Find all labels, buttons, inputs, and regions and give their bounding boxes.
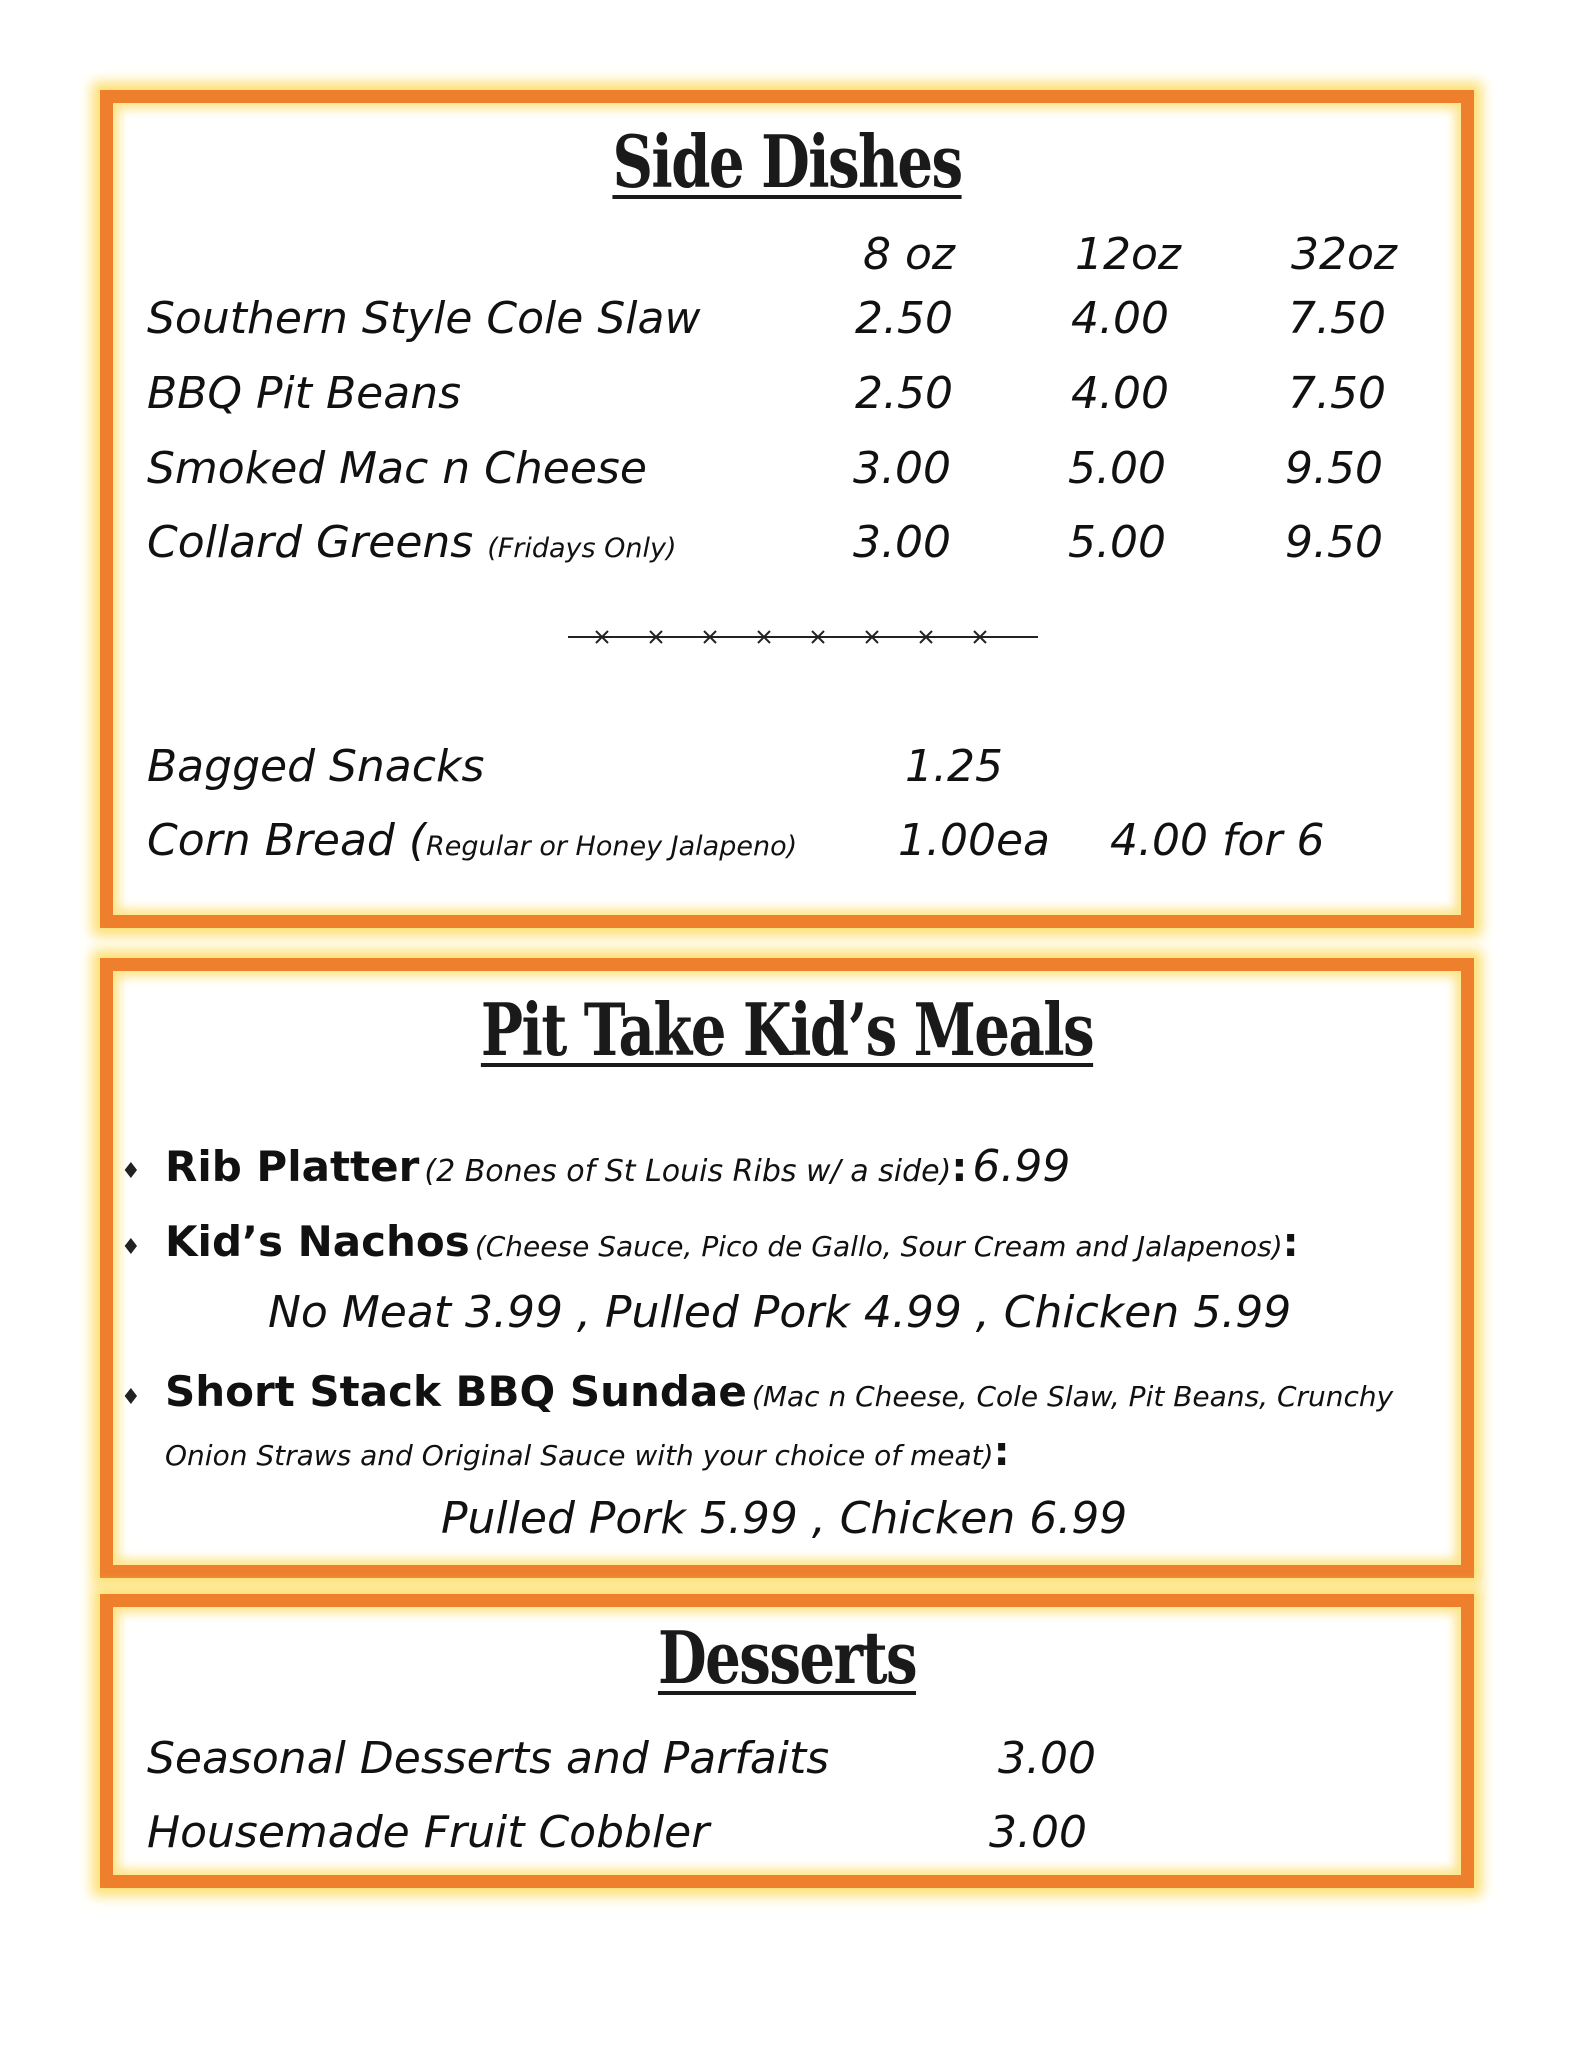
kids-meals-heading: Pit Take Kid’s Meals (480, 987, 1094, 1072)
side-item-price-12oz: 4.00 (1071, 368, 1169, 419)
side-item-name: BBQ Pit Beans (147, 368, 462, 419)
side-item-price-8oz: 2.50 (855, 293, 953, 344)
dessert-item-price: 3.00 (989, 1807, 1087, 1858)
kids-item-price: 6.99 (972, 1141, 1071, 1192)
kids-item-prices: No Meat 3.99 , Pulled Pork 4.99 , Chicken 5.99 (268, 1287, 1292, 1338)
dessert-item-name: Housemade Fruit Cobbler (147, 1807, 710, 1858)
dessert-item-name: Seasonal Desserts and Parfaits (147, 1733, 830, 1784)
side-item-price-32oz: 7.50 (1288, 293, 1386, 344)
size-header-12oz: 12oz (1075, 229, 1182, 280)
side-item-price-12oz: 5.00 (1068, 443, 1166, 494)
side-item-name-row (147, 517, 677, 568)
dessert-item-price: 3.00 (998, 1733, 1096, 1784)
corn-bread-price-each: 1.00ea (898, 815, 1051, 866)
side-item-price-12oz: 4.00 (1071, 293, 1169, 344)
side-item-price-32oz: 7.50 (1288, 368, 1386, 419)
side-item-name: Collard Greens (147, 517, 474, 568)
size-header-32oz: 32oz (1291, 229, 1398, 280)
kids-item-desc: (2 Bones of St Louis Ribs w/ a side) (424, 1154, 952, 1189)
kids-item-desc: (Mac n Cheese, Cole Slaw, Pit Beans, Crunchy (751, 1380, 1394, 1413)
kids-item-desc-line2: Onion Straws and Original Sauce with your choice of meat): (165, 1429, 1010, 1475)
kids-meals-panel (100, 958, 1474, 1578)
barbed-wire-divider (568, 627, 1038, 647)
side-item-name: Southern Style Cole Slaw (147, 293, 701, 344)
bullet-icon: ♦ (121, 1385, 141, 1410)
bagged-snacks-price: 1.25 (905, 741, 1003, 792)
kids-item-name: Rib Platter (165, 1142, 420, 1191)
kids-item-nachos: Kid’s Nachos (Cheese Sauce, Pico de Gallo, Sour Cream and Jalapenos): (165, 1217, 1299, 1266)
side-item-name: Smoked Mac n Cheese (147, 443, 647, 494)
corn-bread-note: Regular or Honey Jalapeno) (426, 831, 798, 862)
desserts-panel (100, 1594, 1474, 1888)
desserts-heading: Desserts (657, 1615, 917, 1700)
side-item-note: (Fridays Only) (487, 533, 677, 564)
side-item-price-8oz: 3.00 (853, 443, 951, 494)
side-dishes-heading: Side Dishes (612, 119, 962, 204)
kids-item-prices: Pulled Pork 5.99 , Chicken 6.99 (441, 1493, 1128, 1544)
bullet-icon: ♦ (121, 1159, 141, 1184)
side-item-price-8oz: 3.00 (853, 517, 951, 568)
side-item-price-8oz: 2.50 (855, 368, 953, 419)
side-item-price-32oz: 9.50 (1285, 517, 1383, 568)
side-item-price-12oz: 5.00 (1068, 517, 1166, 568)
corn-bread-price-six: 4.00 for 6 (1110, 815, 1325, 866)
side-item-price-32oz: 9.50 (1285, 443, 1383, 494)
side-dishes-panel (100, 90, 1474, 928)
bullet-icon: ♦ (121, 1235, 141, 1260)
bagged-snacks-label: Bagged Snacks (147, 741, 485, 792)
kids-item-desc: (Cheese Sauce, Pico de Gallo, Sour Cream and Jalapenos) (474, 1230, 1283, 1263)
kids-item-name: Short Stack BBQ Sundae (165, 1367, 747, 1416)
size-header-8oz: 8 oz (863, 229, 955, 280)
corn-bread-label-row (147, 815, 797, 866)
corn-bread-label: Corn Bread ( (147, 815, 426, 866)
kids-item-name: Kid’s Nachos (165, 1217, 470, 1266)
kids-item-rib-platter: Rib Platter (2 Bones of St Louis Ribs w/ a side): 6.99 (165, 1141, 1071, 1192)
kids-item-sundae (165, 1367, 1393, 1416)
